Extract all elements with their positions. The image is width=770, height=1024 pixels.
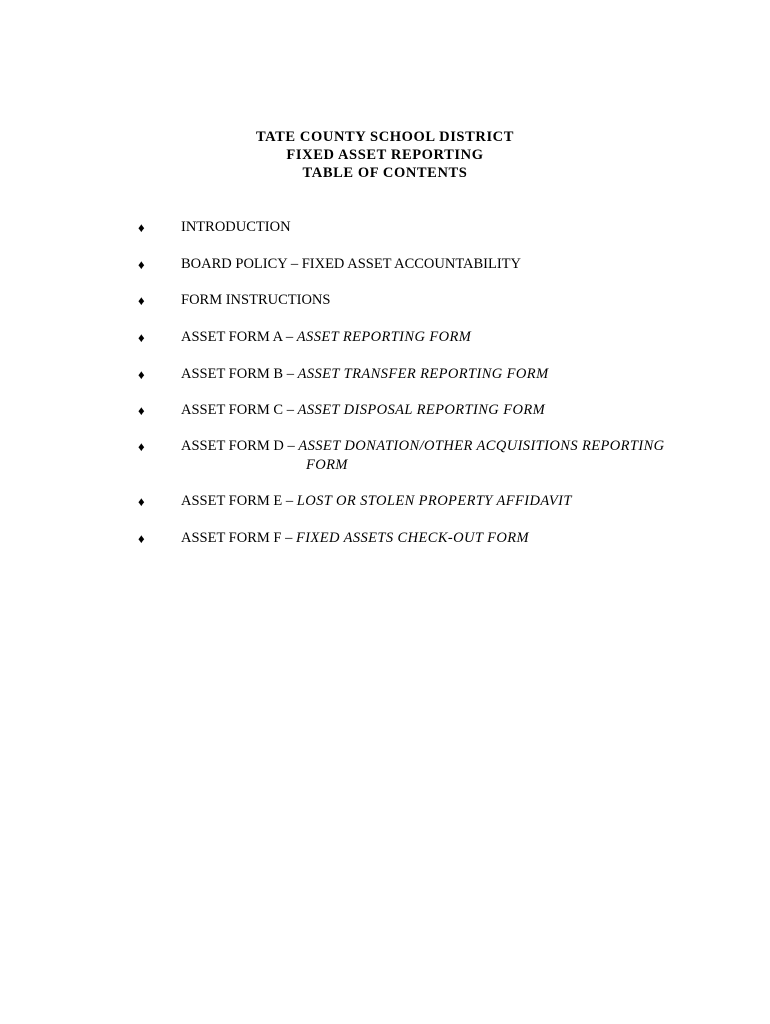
diamond-bullet-icon: ♦ xyxy=(138,439,145,454)
toc-item-description: ASSET DONATION/OTHER ACQUISITIONS REPORTING xyxy=(298,438,665,454)
diamond-bullet-icon: ♦ xyxy=(138,531,145,546)
toc-item-label: ASSET FORM D – xyxy=(181,438,299,454)
diamond-bullet-icon: ♦ xyxy=(138,403,145,418)
toc-item-label: ASSET FORM B – xyxy=(181,366,298,382)
toc-item-label: ASSET FORM C – xyxy=(181,402,298,418)
toc-item-label: ASSET FORM F – xyxy=(181,530,296,546)
diamond-bullet-icon: ♦ xyxy=(138,330,145,345)
diamond-bullet-icon: ♦ xyxy=(138,293,145,308)
toc-item-label: ASSET FORM A – xyxy=(181,329,297,345)
toc-item-label: ASSET FORM E – xyxy=(181,493,297,509)
toc-item-label: INTRODUCTION xyxy=(181,219,291,235)
diamond-bullet-icon: ♦ xyxy=(138,220,145,235)
diamond-bullet-icon: ♦ xyxy=(138,257,145,272)
district-title: TATE COUNTY SCHOOL DISTRICT xyxy=(255,129,515,145)
toc-item-label: BOARD POLICY – FIXED ASSET ACCOUNTABILITY xyxy=(181,256,522,272)
diamond-bullet-icon: ♦ xyxy=(138,367,145,382)
toc-item-description: LOST OR STOLEN PROPERTY AFFIDAVIT xyxy=(296,493,572,509)
toc-title: TABLE OF CONTENTS xyxy=(302,165,468,181)
toc-item-description: ASSET REPORTING FORM xyxy=(296,329,472,345)
toc-item-label: FORM INSTRUCTIONS xyxy=(181,292,331,308)
document-heading xyxy=(0,128,770,182)
diamond-bullet-icon: ♦ xyxy=(138,494,145,509)
report-title: FIXED ASSET REPORTING xyxy=(286,147,484,163)
toc-item-description: ASSET DISPOSAL REPORTING FORM xyxy=(297,402,546,418)
toc-item-description: ASSET TRANSFER REPORTING FORM xyxy=(297,366,549,382)
toc-item-description: FIXED ASSETS CHECK-OUT FORM xyxy=(295,530,529,546)
toc-item-description-continued: FORM xyxy=(306,457,348,473)
